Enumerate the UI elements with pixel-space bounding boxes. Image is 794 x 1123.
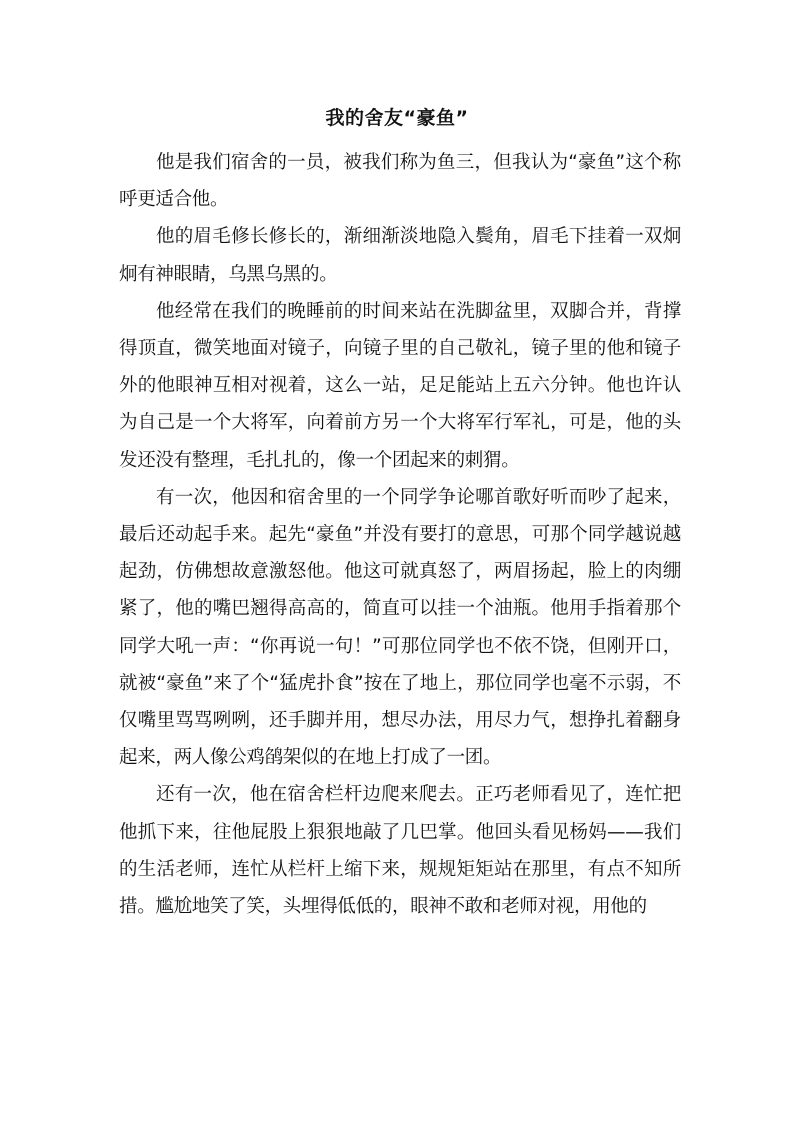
paragraph-1: 他是我们宿舍的一员，被我们称为鱼三，但我认为“豪鱼”这个称呼更适合他。 xyxy=(119,152,681,211)
paragraph-4: 有一次，他因和宿舍里的一个同学争论哪首歌好听而吵了起来，最后还动起手来。起先“豪鱼”并没有要打的意思，可那个同学越说越起劲，仿佛想故意激怒他。他这可就真怒了，两眉扬起，脸上的肉绷紧了，他的嘴巴翘得高高的，简直可以挂一个油瓶。他用手指着那个同学大吼一声：“你再说一句！”可那位同学也不依不饶，但刚开口，就被“豪鱼”来了个“猛虎扑食”按在了地上，那位同学也毫不示弱，不仅嘴里骂骂咧咧，还手脚并用，想尽办法，用尽力气，想挣扎着翻身起来，两人像公鸡鹐架似的在地上打成了一团。 xyxy=(119,486,681,769)
document-body xyxy=(119,144,681,925)
paragraph-2: 他的眉毛修长修长的，渐细渐淡地隐入鬓角，眉毛下挂着一双炯炯有神眼睛，乌黑乌黑的。 xyxy=(119,226,681,285)
paragraph-5: 还有一次，他在宿舍栏杆边爬来爬去。正巧老师看见了，连忙把他抓下来，往他屁股上狠狠地敲了几巴掌。他回头看见杨妈——我们的生活老师，连忙从栏杆上缩下来，规规矩矩站在那里，有点不知所措。尴尬地笑了笑，头埋得低低的，眼神不敢和老师对视，用他的 xyxy=(119,784,681,918)
document-title: 我的舍友“豪鱼” xyxy=(325,107,469,129)
paragraph-3: 他经常在我们的晚睡前的时间来站在洗脚盆里，双脚合并，背撑得顶直，微笑地面对镜子，向镜子里的自己敬礼，镜子里的他和镜子外的他眼神互相对视着，这么一站，足足能站上五六分钟。他也许认为自己是一个大将军，向着前方另一个大将军行军礼，可是，他的头发还没有整理，毛扎扎的，像一个团起来的刺猬。 xyxy=(119,300,681,471)
